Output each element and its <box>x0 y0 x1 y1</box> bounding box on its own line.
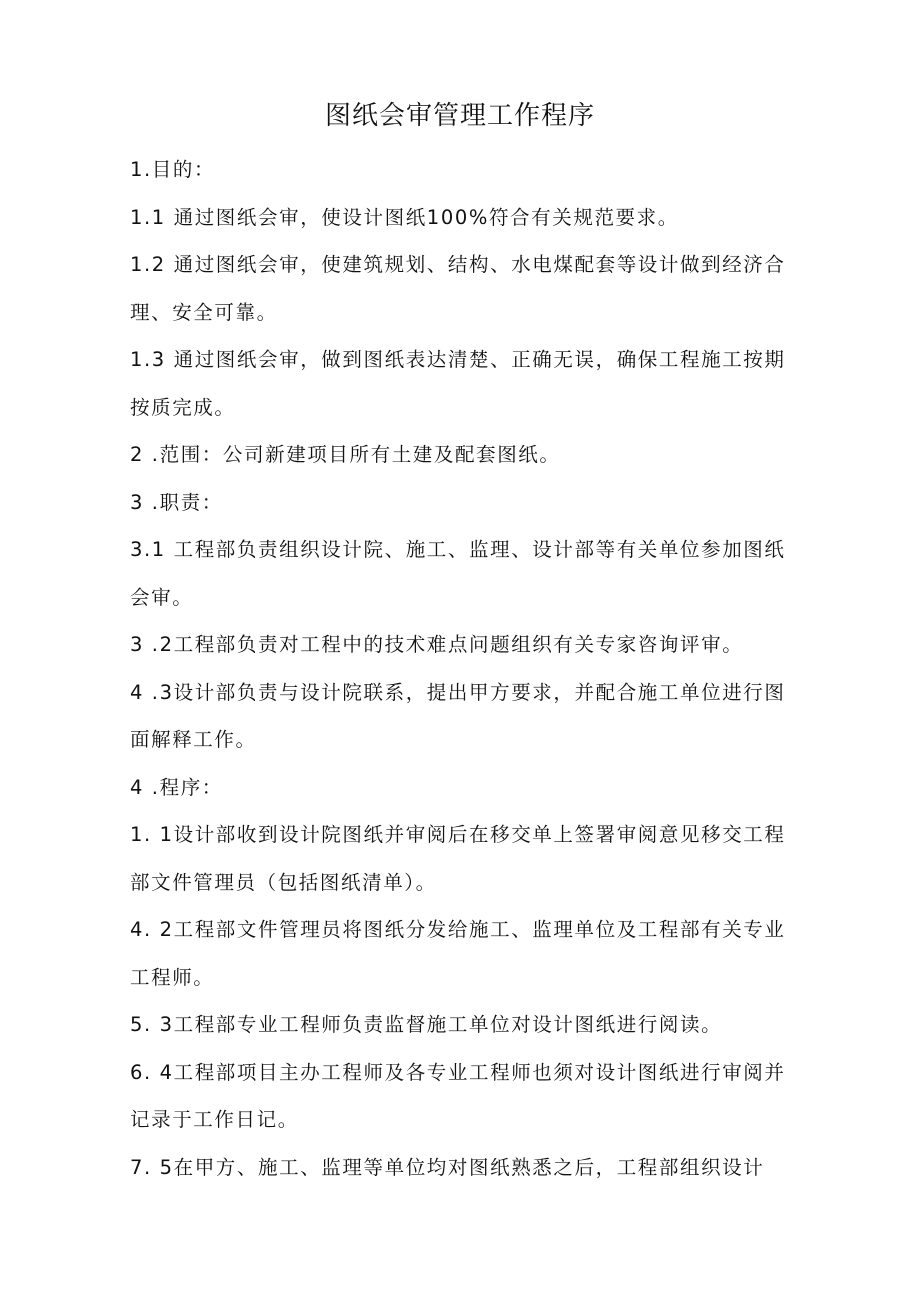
document-body <box>130 146 790 1191</box>
section-3-heading: 3 .职责： <box>130 490 223 514</box>
item-4-3: 5. 3工程部专业工程师负责监督施工单位对设计图纸进行阅读。 <box>130 1013 723 1036</box>
item-3-3: 4 .3设计部负责与设计院联系，提出甲方要求，并配合施工单位进行图面解释工作。 <box>130 680 786 751</box>
item-3-2: 3 .2工程部负责对工程中的技术难点问题组织有关专家咨询评审。 <box>130 633 744 656</box>
item-4-2: 4. 2工程部文件管理员将图纸分发给施工、监理单位及工程部有关专业工程师。 <box>130 918 786 989</box>
section-1-heading: 1.目的： <box>130 158 216 181</box>
item-4-4: 6. 4工程部项目主办工程师及各专业工程师也须对设计图纸进行审阅并记录于工作日记。 <box>130 1060 786 1131</box>
item-1-2: 1.2 通过图纸会审，使建筑规划、结构、水电煤配套等设计做到经济合理、安全可靠。 <box>130 253 786 324</box>
item-4-5: 7. 5在甲方、施工、监理等单位均对图纸熟悉之后，工程部组织设计 <box>130 1155 765 1179</box>
section-2-scope: 2 .范围：公司新建项目所有土建及配套图纸。 <box>130 443 561 466</box>
document-title: 图纸会审管理工作程序 <box>324 101 595 131</box>
section-4-heading: 4 .程序： <box>130 775 223 799</box>
item-3-1: 3.1 工程部负责组织设计院、施工、监理、设计部等有关单位参加图纸会审。 <box>130 538 786 609</box>
item-1-3: 1.3 通过图纸会审，做到图纸表达清楚、正确无误，确保工程施工按期按质完成。 <box>130 348 786 419</box>
item-4-1: 1. 1设计部收到设计院图纸并审阅后在移交单上签署审阅意见移交工程部文件管理员（包括图纸清单）。 <box>130 823 786 894</box>
item-1-1: 1.1 通过图纸会审，使设计图纸100%符合有关规范要求。 <box>130 205 679 229</box>
